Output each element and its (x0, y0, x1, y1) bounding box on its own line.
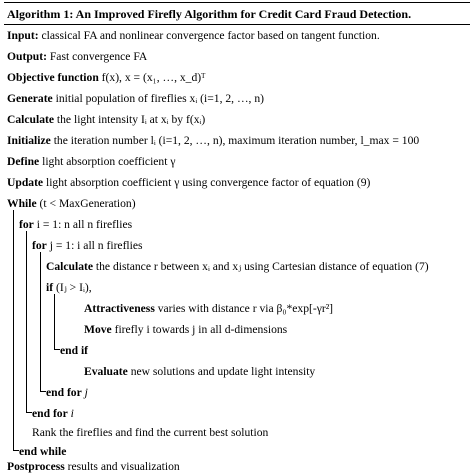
for-j-block-foot (40, 391, 46, 392)
if-block-foot (54, 349, 60, 350)
input-line: Input: classical FA and nonlinear convergence factor based on tangent function. (7, 29, 380, 42)
postprocess-line: Postprocess results and visualization (7, 460, 180, 473)
algorithm-caption: Algorithm 1: An Improved Firefly Algorithm for Credit Card Fraud Detection. (7, 7, 412, 21)
calculate-line: Calculate the light intensity Iᵢ at xᵢ by f(xᵢ) (7, 113, 206, 126)
if-block-bar (54, 294, 55, 350)
initialize-line: Initialize the iteration number lᵢ (i=1, 2, …, n), maximum iteration number, l_max = 100 (7, 134, 420, 147)
end-if-line: end if (60, 344, 89, 357)
while-line: While (t < MaxGeneration) (7, 197, 136, 210)
objective-line: Objective function f(x), x = (x₁, …, x_d)ᵀ (7, 71, 206, 84)
define-line: Define light absorption coefficient γ (7, 155, 176, 168)
evaluate-line: Evaluate new solutions and update light intensity (84, 365, 316, 378)
top-rule (4, 2, 470, 3)
while-block-foot (13, 450, 19, 451)
for-j-block-bar (40, 252, 41, 392)
move-line: Move firefly i towards j in all d-dimensions (84, 323, 288, 336)
end-for-j-line: end for j (46, 386, 88, 399)
output-line: Output: Fast convergence FA (7, 50, 148, 63)
for-i-block-foot (26, 412, 32, 413)
if-line: if (Iⱼ > Iᵢ), (46, 281, 92, 294)
for-j-line: for j = 1: i all n fireflies (32, 239, 143, 252)
end-while-line: end while (19, 445, 67, 458)
rank-line: Rank the fireflies and find the current best solution (32, 426, 269, 439)
calc-distance-line: Calculate the distance r between xᵢ and xⱼ using Cartesian distance of equation (7) (46, 260, 429, 273)
for-i-line: for i = 1: n all n fireflies (19, 218, 133, 231)
generate-line: Generate initial population of fireflies xᵢ (i=1, 2, …, n) (7, 92, 265, 105)
while-block-bar (13, 210, 14, 450)
end-for-i-line: end for i (32, 407, 74, 420)
caption-rule (4, 24, 470, 25)
update-line: Update light absorption coefficient γ using convergence factor of equation (9) (7, 176, 371, 189)
for-i-block-bar (26, 231, 27, 413)
attractiveness-line: Attractiveness varies with distance r via β₀*exp[-γr²] (84, 302, 334, 315)
